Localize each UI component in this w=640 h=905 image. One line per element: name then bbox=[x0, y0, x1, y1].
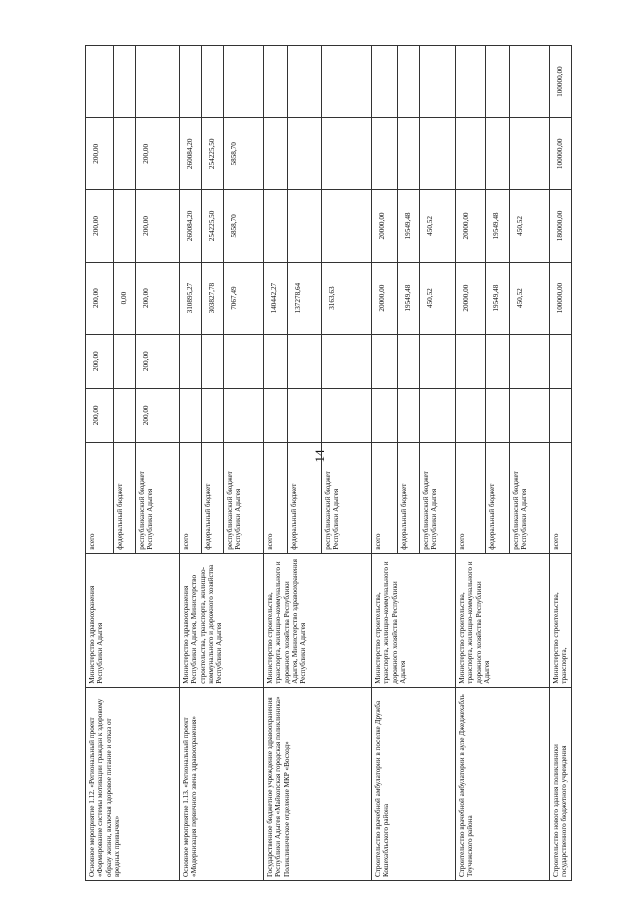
amount-cell: 450,52 bbox=[420, 262, 456, 334]
amount-cell bbox=[114, 190, 136, 262]
amount-cell: 200,00 bbox=[136, 190, 180, 262]
funding-source-cell: всего bbox=[180, 442, 202, 553]
event-cell: Строительство нового здания поликлиники государственного бюджетного учреждения bbox=[550, 687, 572, 880]
funding-source-cell: всего bbox=[372, 442, 398, 553]
amount-cell bbox=[510, 118, 550, 190]
amount-cell bbox=[114, 388, 136, 442]
amount-cell: 260084,20 bbox=[180, 190, 202, 262]
amount-cell bbox=[288, 334, 322, 388]
amount-cell bbox=[550, 334, 572, 388]
amount-cell bbox=[202, 334, 224, 388]
amount-cell: 200,00 bbox=[136, 118, 180, 190]
amount-cell bbox=[264, 334, 288, 388]
amount-cell bbox=[510, 334, 550, 388]
amount-cell bbox=[420, 334, 456, 388]
amount-cell bbox=[288, 46, 322, 118]
amount-cell: 100000,00 bbox=[550, 262, 572, 334]
amount-cell: 200,00 bbox=[86, 262, 114, 334]
event-cell: Строительство врачебной амбулатории в поселке Дружба Кошехабльского района bbox=[372, 687, 456, 880]
amount-cell: 19549,48 bbox=[398, 262, 420, 334]
executor-cell: Министерство строительства, транспорта, жилищно-коммунального и дорожного хозяйства Республики Адыгея bbox=[456, 553, 550, 687]
executor-cell: Министерство строительства, транспорта, жилищно-коммунального и дорожного хозяйства Республики Адыгея bbox=[372, 553, 456, 687]
amount-cell: 450,52 bbox=[420, 190, 456, 262]
amount-cell bbox=[288, 190, 322, 262]
amount-cell bbox=[456, 334, 486, 388]
amount-cell: 254225,50 bbox=[202, 118, 224, 190]
funding-source-cell: республиканский бюджет Республики Адыгея bbox=[322, 442, 372, 553]
funding-source-cell: всего bbox=[264, 442, 288, 553]
event-cell: Строительство врачебной амбулатории в ауле Джеджехабль Теучежского района bbox=[456, 687, 550, 880]
amount-cell bbox=[288, 388, 322, 442]
amount-cell: 200,00 bbox=[136, 334, 180, 388]
amount-cell: 200,00 bbox=[86, 118, 114, 190]
funding-source-cell: федеральный бюджет bbox=[288, 442, 322, 553]
page-number: 14 bbox=[312, 449, 327, 463]
executor-cell: Министерство здравоохранения Республики Адыгея, Министерство строительства, транспорта, жилищно-коммунального и дорожного хозяйства Республики Адыгея bbox=[180, 553, 264, 687]
funding-source-cell: федеральный бюджет bbox=[114, 442, 136, 553]
event-cell: Основное мероприятие 1.13. «Региональный проект «Модернизация первичного звена здравоохранения» bbox=[180, 687, 264, 880]
amount-cell bbox=[456, 46, 486, 118]
amount-cell: 303827,78 bbox=[202, 262, 224, 334]
table-row bbox=[456, 46, 486, 881]
amount-cell bbox=[224, 388, 264, 442]
funding-source-cell: всего bbox=[550, 442, 572, 553]
amount-cell bbox=[202, 46, 224, 118]
amount-cell bbox=[510, 46, 550, 118]
amount-cell: 200,00 bbox=[136, 388, 180, 442]
amount-cell bbox=[322, 46, 372, 118]
amount-cell bbox=[264, 388, 288, 442]
amount-cell: 0,00 bbox=[114, 262, 136, 334]
amount-cell: 100000,00 bbox=[550, 118, 572, 190]
amount-cell bbox=[486, 334, 510, 388]
amount-cell: 20000,00 bbox=[456, 190, 486, 262]
amount-cell bbox=[456, 388, 486, 442]
amount-cell bbox=[114, 118, 136, 190]
amount-cell: 450,52 bbox=[510, 262, 550, 334]
event-cell: Основное мероприятие 1.12. «Региональный проект «Формирование системы мотивации граждан к здоровому образу жизни, включая здоровое питание и отказ от вредных привычек» bbox=[86, 687, 180, 880]
funding-source-cell: республиканский бюджет Республики Адыгея bbox=[136, 442, 180, 553]
funding-source-cell: республиканский бюджет Республики Адыгея bbox=[224, 442, 264, 553]
rotated-table-container bbox=[85, 45, 569, 881]
amount-cell bbox=[456, 118, 486, 190]
amount-cell bbox=[136, 46, 180, 118]
table-row bbox=[372, 46, 398, 881]
funding-source-cell: республиканский бюджет Республики Адыгея bbox=[510, 442, 550, 553]
amount-cell bbox=[398, 334, 420, 388]
event-cell: Государственное бюджетное учреждение здравоохранения Республики Адыгея «Майкопская городская поликлиника» Поликлиническое отделение МКР «Восход» bbox=[264, 687, 372, 880]
amount-cell: 20000,00 bbox=[372, 262, 398, 334]
funding-source-cell: республиканский бюджет Республики Адыгея bbox=[420, 442, 456, 553]
amount-cell bbox=[224, 46, 264, 118]
funding-source-cell: всего bbox=[456, 442, 486, 553]
amount-cell: 19549,48 bbox=[398, 190, 420, 262]
amount-cell bbox=[372, 118, 398, 190]
amount-cell bbox=[372, 334, 398, 388]
amount-cell bbox=[180, 388, 202, 442]
amount-cell bbox=[486, 118, 510, 190]
table-row bbox=[264, 46, 288, 881]
amount-cell: 200,00 bbox=[86, 388, 114, 442]
amount-cell bbox=[420, 46, 456, 118]
executor-cell: Министерство строительства, транспорта, bbox=[550, 553, 572, 687]
amount-cell: 19549,48 bbox=[486, 190, 510, 262]
amount-cell bbox=[510, 388, 550, 442]
amount-cell bbox=[420, 118, 456, 190]
funding-source-cell: федеральный бюджет bbox=[398, 442, 420, 553]
amount-cell: 450,52 bbox=[510, 190, 550, 262]
amount-cell bbox=[372, 46, 398, 118]
amount-cell bbox=[86, 46, 114, 118]
amount-cell bbox=[114, 46, 136, 118]
amount-cell bbox=[322, 118, 372, 190]
funding-source-cell: федеральный бюджет bbox=[202, 442, 224, 553]
table-row bbox=[86, 46, 114, 881]
amount-cell: 5858,70 bbox=[224, 190, 264, 262]
amount-cell bbox=[398, 118, 420, 190]
amount-cell bbox=[264, 190, 288, 262]
funding-source-cell: федеральный бюджет bbox=[486, 442, 510, 553]
amount-cell bbox=[180, 46, 202, 118]
amount-cell: 180000,00 bbox=[550, 190, 572, 262]
amount-cell bbox=[398, 46, 420, 118]
amount-cell bbox=[420, 388, 456, 442]
amount-cell bbox=[180, 334, 202, 388]
amount-cell: 137278,64 bbox=[288, 262, 322, 334]
amount-cell: 260084,20 bbox=[180, 118, 202, 190]
amount-cell: 140442,27 bbox=[264, 262, 288, 334]
amount-cell bbox=[550, 388, 572, 442]
executor-cell: Министерство строительства, транспорта, жилищно-коммунального и дорожного хозяйства Республики Адыгея, Министерство здравоохранения Республики Адыгея bbox=[264, 553, 372, 687]
amount-cell: 20000,00 bbox=[456, 262, 486, 334]
amount-cell bbox=[264, 118, 288, 190]
amount-cell: 3163,63 bbox=[322, 262, 372, 334]
amount-cell bbox=[372, 388, 398, 442]
amount-cell bbox=[398, 388, 420, 442]
amount-cell bbox=[322, 334, 372, 388]
amount-cell: 100000,00 bbox=[550, 46, 572, 118]
amount-cell: 7067,49 bbox=[224, 262, 264, 334]
amount-cell: 200,00 bbox=[86, 190, 114, 262]
amount-cell bbox=[264, 46, 288, 118]
executor-cell: Министерство здравоохранения Республики Адыгея bbox=[86, 553, 180, 687]
amount-cell: 254225,50 bbox=[202, 190, 224, 262]
amount-cell: 20000,00 bbox=[372, 190, 398, 262]
amount-cell bbox=[288, 118, 322, 190]
amount-cell: 310895,27 bbox=[180, 262, 202, 334]
amount-cell: 19549,48 bbox=[486, 262, 510, 334]
amount-cell: 200,00 bbox=[136, 262, 180, 334]
amount-cell bbox=[486, 388, 510, 442]
amount-cell bbox=[114, 334, 136, 388]
amount-cell: 200,00 bbox=[86, 334, 114, 388]
funding-source-cell: всего bbox=[86, 442, 114, 553]
table-row bbox=[180, 46, 202, 881]
amount-cell bbox=[486, 46, 510, 118]
amount-cell bbox=[202, 388, 224, 442]
amount-cell: 5858,70 bbox=[224, 118, 264, 190]
amount-cell bbox=[322, 388, 372, 442]
table-body bbox=[86, 46, 572, 881]
amount-cell bbox=[322, 190, 372, 262]
table-row bbox=[550, 46, 572, 881]
amount-cell bbox=[224, 334, 264, 388]
budget-table bbox=[85, 45, 572, 881]
